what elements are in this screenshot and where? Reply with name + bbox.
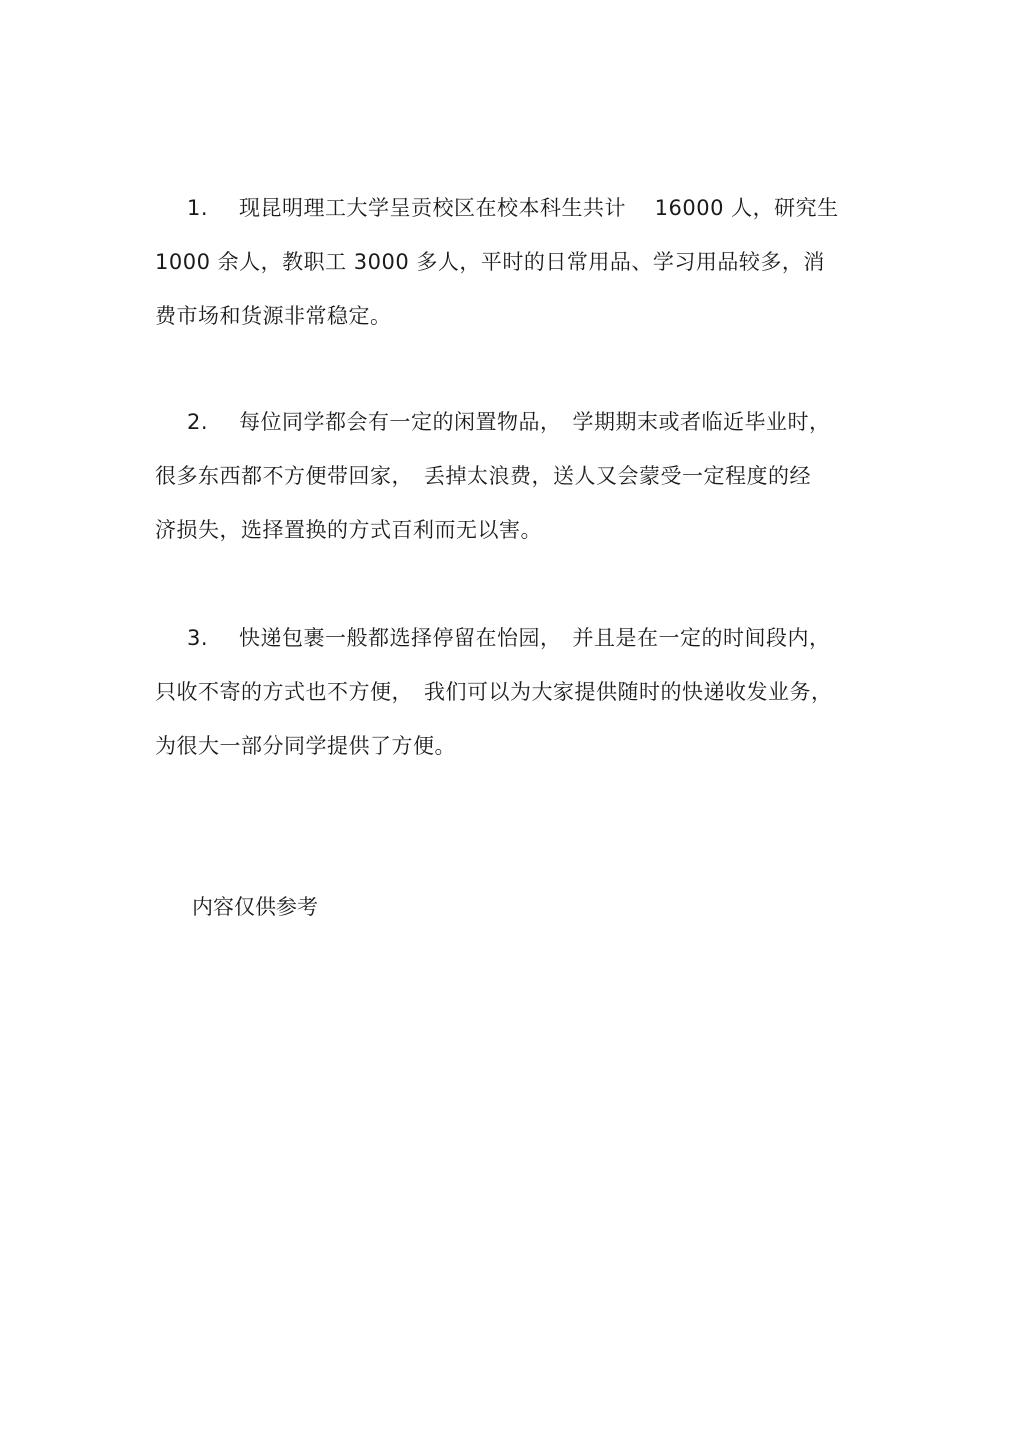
paragraph-line: 济损失，选择置换的方式百利而无以害。 — [155, 518, 542, 542]
paragraph-2 — [155, 395, 875, 557]
line-text: 快递包裹一般都选择停留在怡园， 并且是在一定的时间段内， — [239, 626, 831, 650]
paragraph-line: 1000 余人，教职工 3000 多人，平时的日常用品、学习用品较多，消 — [155, 250, 825, 274]
line-text: 现昆明理工大学呈贡校区在校本科生共计 16000 人，研究生 — [239, 196, 839, 220]
footer-note: 内容仅供参考 — [192, 895, 318, 919]
paragraph-line — [155, 395, 875, 449]
paragraph-line: 只收不寄的方式也不方便， 我们可以为大家提供随时的快递收发业务， — [155, 680, 833, 704]
paragraph-3 — [155, 611, 875, 773]
paragraph-line: 为很大一部分同学提供了方便。 — [155, 734, 456, 758]
line-text: 每位同学都会有一定的闲置物品， 学期期末或者临近毕业时， — [239, 410, 831, 434]
list-number: 3. — [187, 626, 209, 650]
paragraph-line — [155, 611, 875, 665]
list-number: 2. — [187, 410, 209, 434]
list-number: 1. — [187, 196, 209, 220]
paragraph-line: 很多东西都不方便带回家， 丢掉太浪费，送人又会蒙受一定程度的经 — [155, 464, 811, 488]
paragraph-line: 费市场和货源非常稳定。 — [155, 304, 392, 328]
paragraph-line — [155, 181, 875, 235]
paragraph-1 — [155, 181, 875, 343]
